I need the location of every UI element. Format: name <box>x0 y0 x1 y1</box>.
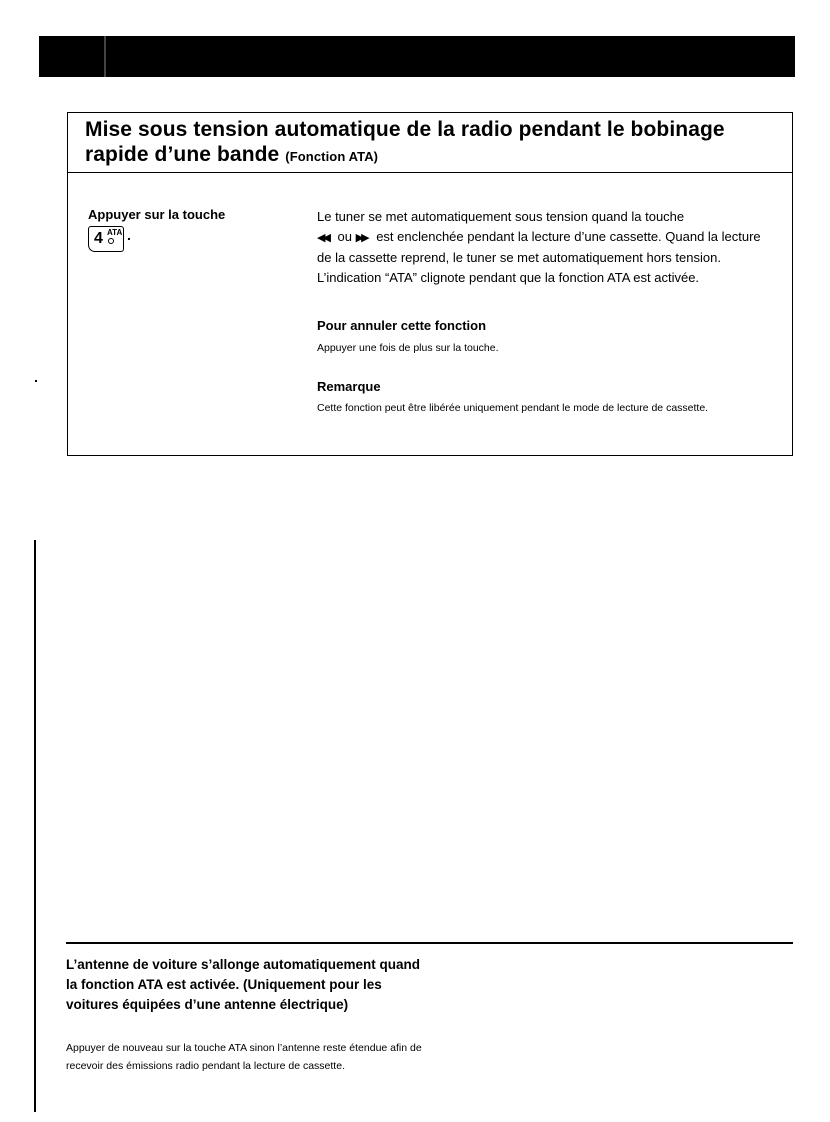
cancel-text: Appuyer une fois de plus sur la touche. <box>317 342 499 354</box>
margin-rule <box>34 540 36 1112</box>
key-indicator-icon <box>108 238 114 244</box>
note-heading: Remarque <box>317 379 381 394</box>
key-period: . <box>127 227 131 243</box>
section-title-text: Mise sous tension automatique de la radio pendant le bobinage rapide d’une bande <box>85 118 725 166</box>
ata-key-illustration <box>88 226 158 254</box>
rewind-icon: ◀◀ <box>317 232 328 244</box>
section-title-suffix: (Fonction ATA) <box>285 149 379 164</box>
description-part-1: Le tuner se met automatiquement sous tension quand la touche <box>317 209 685 224</box>
ata-button-icon <box>88 226 124 252</box>
note-text: Cette fonction peut être libérée uniquement pendant le mode de lecture de cassette. <box>317 402 709 414</box>
fast-forward-icon: ▶▶ <box>355 232 367 244</box>
footnote-text: Appuyer de nouveau sur la touche ATA sinon l’antenne reste étendue afin de recevoir des émissions radio pendant la lecture de cassette. <box>66 1042 422 1072</box>
footnote-divider <box>66 942 793 944</box>
ata-function-section <box>67 112 793 456</box>
key-label: ATA <box>107 228 123 237</box>
header-bar <box>39 36 795 77</box>
cancel-heading: Pour annuler cette fonction <box>317 318 487 333</box>
header-bar-divider <box>104 36 106 77</box>
section-title <box>85 117 765 169</box>
description-text <box>317 207 777 288</box>
section-title-area <box>68 113 792 173</box>
instruction-text: Appuyer sur la touche <box>88 207 226 222</box>
description-part-2: ou <box>337 229 353 244</box>
description-part-3: est enclenchée pendant la lecture d’une cassette. Quand la lecture de la cassette reprend, le tuner se met automatiquement hors tension. L’indication “ATA” clignote pendant que la fonction ATA est activée. <box>317 229 761 285</box>
margin-mark <box>35 380 37 382</box>
footnote-heading: L’antenne de voiture s’allonge automatiquement quand la fonction ATA est activée. (Uniquement pour les voitures équipées d’une antenne électrique) <box>66 957 421 1012</box>
key-number: 4 <box>94 230 103 247</box>
